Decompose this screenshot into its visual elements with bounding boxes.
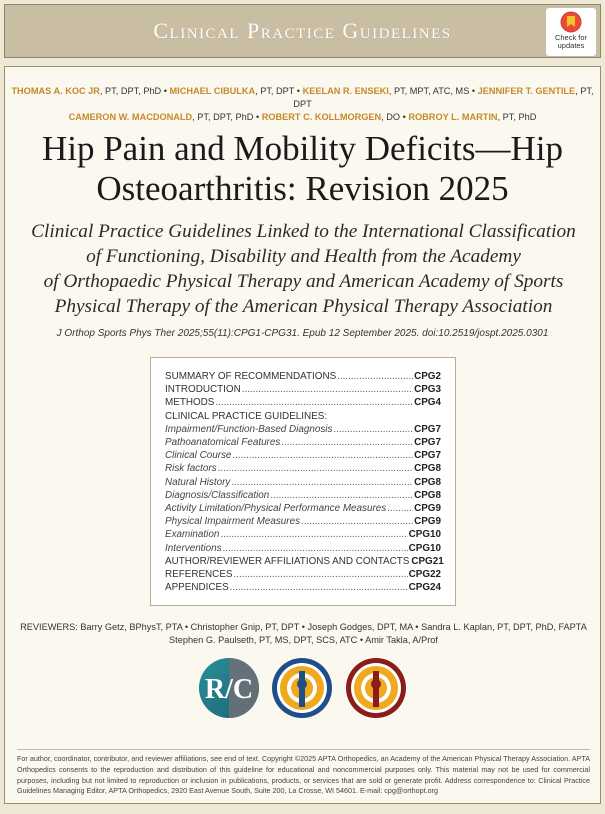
- toc-item[interactable]: Impairment/Function-Based Diagnosis ..... CPG7: [165, 423, 441, 436]
- toc-item[interactable]: REFERENCES ..... CPG22: [165, 568, 441, 581]
- reviewers: REVIEWERS: Barry Getz, BPhysT, PTA • Christopher Gnip, PT, DPT • Joseph Godges, DPT, MA • Sandra L. Kaplan, PT, DPT, PhD, FAPTA Stephen G. Paulseth, PT, MS, DPT, SCS, ATC • Amir Takla, A/Prof: [20, 622, 587, 645]
- svg-text:R/C: R/C: [204, 674, 254, 705]
- toc-item[interactable]: Clinical Course ..... CPG7: [165, 449, 441, 462]
- author-name[interactable]: JENNIFER T. GENTILE: [477, 86, 576, 96]
- author-name[interactable]: ROBROY L. MARTIN: [408, 112, 498, 122]
- author-name[interactable]: KEELAN R. ENSEKI: [302, 86, 389, 96]
- toc-item[interactable]: Interventions ..... CPG10: [165, 542, 441, 555]
- toc-item[interactable]: APPENDICES ..... CPG24: [165, 581, 441, 594]
- toc-item[interactable]: AUTHOR/REVIEWER AFFILIATIONS AND CONTACTS CPG21: [165, 555, 444, 567]
- toc-item[interactable]: METHODS ..... CPG4: [165, 396, 441, 409]
- check-for-updates-badge[interactable]: [546, 8, 596, 56]
- copyright-footnote: For author, coordinator, contributor, and reviewer affiliations, see end of text. Copyright ©2025 APTA Orthopedics, an Academy of the American Physical Therapy Association. APTA Orthopedics consents to the reproduction and distribution of this guideline for educational and noncommercial purposes only. This material may not be used for commercial purposes, including but not limited to reproduction or inclusion in publications, products, or services that are sold or generate profit. Address correspondence to: Clinical Practice Guidelines Managing Editor, APTA Orthopedics, 2920 East Avenue South, Suite 200, La Crosse, WI 54601. E-mail: cpg@orthopt.org: [17, 749, 590, 797]
- check-updates-icon: [560, 11, 582, 33]
- author-name[interactable]: CAMERON W. MACDONALD: [68, 112, 193, 122]
- toc-item[interactable]: Physical Impairment Measures ..... CPG9: [165, 515, 441, 528]
- header-banner: [4, 4, 601, 58]
- document-subtitle: Clinical Practice Guidelines Linked to the International Classification of Functioning, Disability and Health from the Academy of Orthopaedic Physical Therapy and American Academy of Sports Physical Therapy of the American Physical Therapy Association: [31, 221, 576, 317]
- toc-item[interactable]: Diagnosis/Classification ..... CPG8: [165, 489, 441, 502]
- author-name[interactable]: MICHAEL CIBULKA: [169, 86, 256, 96]
- toc-section-heading: CLINICAL PRACTICE GUIDELINES:: [165, 410, 328, 422]
- society-logos: [5, 657, 600, 719]
- aopt-logo-icon: [271, 657, 333, 719]
- rc-logo-icon: [198, 657, 260, 719]
- citation: J Orthop Sports Phys Ther 2025;55(11):CPG1-CPG31. Epub 12 September 2025. doi:10.2519/jospt.2025.0301: [56, 328, 549, 339]
- author-name[interactable]: THOMAS A. KOC JR: [11, 86, 100, 96]
- table-of-contents: [150, 357, 456, 606]
- toc-item[interactable]: Examination ..... CPG10: [165, 528, 441, 541]
- document-title: Hip Pain and Mobility Deficits—Hip Osteoarthritis: Revision 2025: [41, 129, 564, 208]
- document-frame: [4, 66, 601, 804]
- toc-item[interactable]: Pathoanatomical Features ..... CPG7: [165, 436, 441, 449]
- toc-item[interactable]: Natural History ..... CPG8: [165, 476, 441, 489]
- toc-item[interactable]: Risk factors ..... CPG8: [165, 462, 441, 475]
- toc-item[interactable]: Activity Limitation/Physical Performance Measures ..... CPG9: [165, 502, 441, 515]
- author-name[interactable]: ROBERT C. KOLLMORGEN: [261, 112, 382, 122]
- banner-title: Clinical Practice Guidelines: [153, 18, 452, 43]
- check-updates-label: Check for updates: [554, 33, 588, 50]
- aaspt-logo-icon: [345, 657, 407, 719]
- toc-item[interactable]: INTRODUCTION ..... CPG3: [165, 383, 441, 396]
- author-list: THOMAS A. KOC JR, PT, DPT, PhD • MICHAEL CIBULKA, PT, DPT • KEELAN R. ENSEKI, PT, MPT, ATC, MS • JENNIFER T. GENTILE, PT, DPT CAMERON W. MACDONALD, PT, DPT, PhD • ROBERT C. KOLLMORGEN, DO • ROBROY L. MARTIN, PT, PhD: [11, 86, 594, 122]
- toc-item[interactable]: SUMMARY OF RECOMMENDATIONS ..... CPG2: [165, 370, 441, 383]
